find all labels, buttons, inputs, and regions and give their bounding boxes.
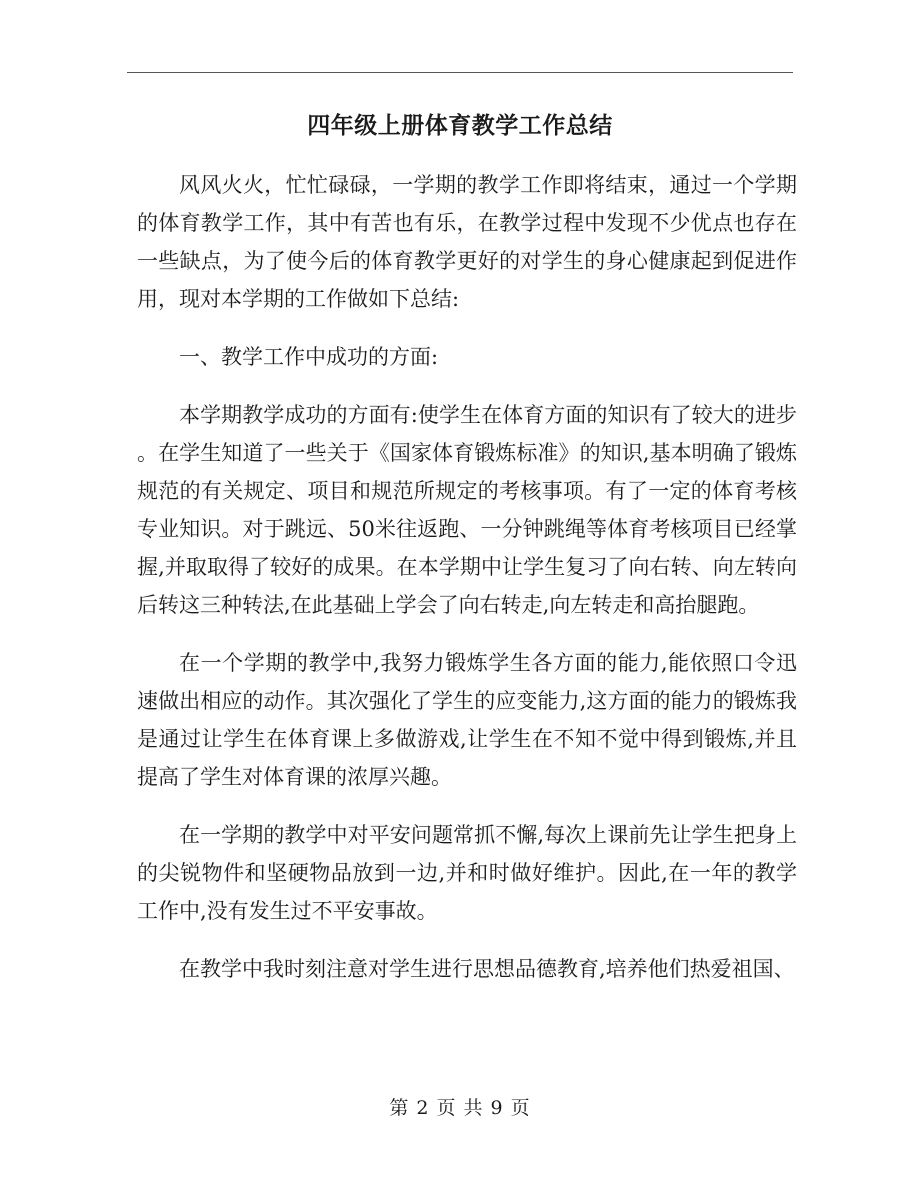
paragraph-intro: 风风火火，忙忙碌碌，一学期的教学工作即将结束，通过一个学期的体育教学工作，其中有苦也有乐，在教学过程中发现不少优点也存在一些缺点，为了使今后的体育教学更好的对学生的身心健康起到促进作用，现对本学期的工作做如下总结: — [137, 173, 797, 311]
paragraph-moral: 在教学中我时刻注意对学生进行思想品德教育,培养他们热爱祖国、 — [179, 957, 795, 981]
paragraph-ability: 在一个学期的教学中,我努力锻炼学生各方面的能力,能依照口令迅速做出相应的动作。其次强化了学生的应变能力,这方面的能力的锻炼我是通过让学生在体育课上多做游戏,让学生在不知不觉中得到锻炼,并且提高了学生对体育课的浓厚兴趣。 — [137, 651, 797, 789]
paragraph-success: 本学期教学成功的方面有:使学生在体育方面的知识有了较大的进步。在学生知道了一些关于《国家体育锻炼标准》的知识,基本明确了锻炼规范的有关规定、项目和规范所规定的考核事项。有了一定的体育考核专业知识。对于跳远、50米往返跑、一分钟跳绳等体育考核项目已经掌握,并取取得了较好的成果。在本学期中让学生复习了向右转、向左转向后转这三种转法,在此基础上学会了向右转走,向左转走和高抬腿跑。 — [137, 403, 797, 617]
section-heading-1: 一、教学工作中成功的方面: — [179, 345, 439, 369]
page-number-footer: 第 2 页 共 9 页 — [389, 1097, 531, 1119]
header-divider — [127, 72, 793, 73]
paragraph-safety: 在一学期的教学中对平安问题常抓不懈,每次上课前先让学生把身上的尖锐物件和坚硬物品放到一边,并和时做好维护。因此,在一年的教学工作中,没有发生过不平安事故。 — [137, 823, 797, 923]
document-title: 四年级上册体育教学工作总结 — [307, 112, 613, 139]
document-body — [137, 166, 797, 1008]
